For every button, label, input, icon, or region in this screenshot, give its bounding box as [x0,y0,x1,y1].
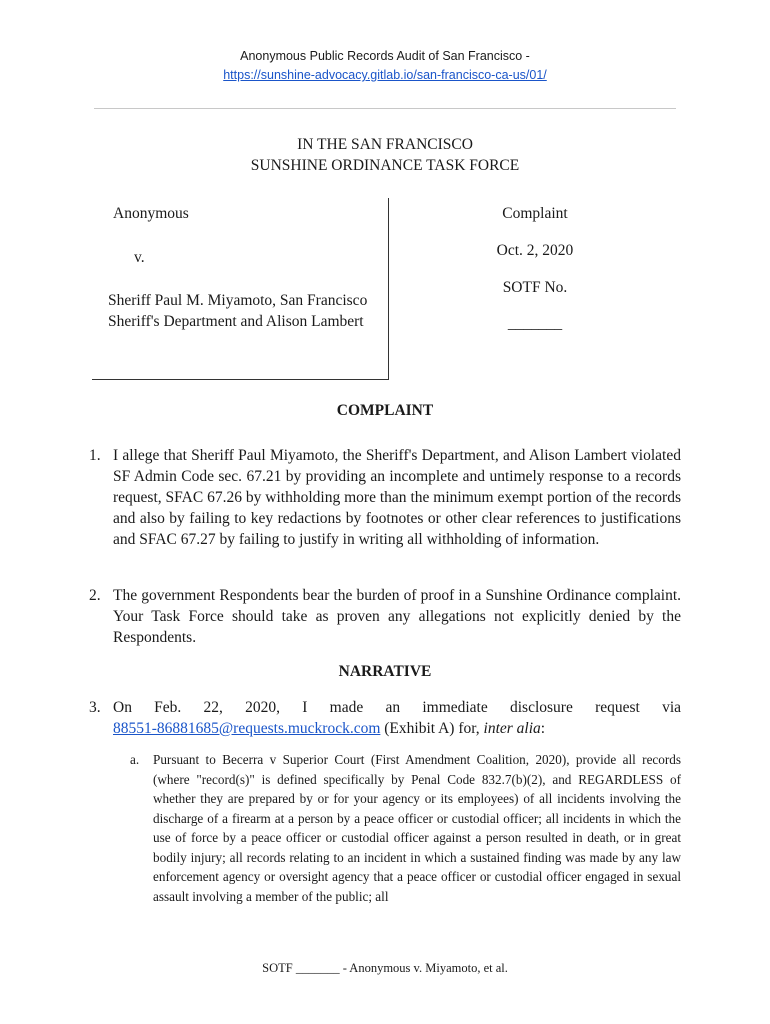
header-divider [94,108,676,109]
respondents-names: Sheriff Paul M. Miyamoto, San Francisco Sheriff's Department and Alison Lambert [108,292,368,330]
paragraph-3 [89,697,681,739]
court-title [0,134,770,176]
page-footer: SOTF _______ - Anonymous v. Miyamoto, et al. [262,961,508,975]
caption-parties [92,198,389,380]
sub-item-letter: a. [130,752,140,767]
sub-item-text: Pursuant to Becerra v Superior Court (First Amendment Coalition, 2020), provide all records (where "record(s)" is defined specifically by Penal Code 832.7(b)(2), and REGARDLESS of whether they are prepared by or for your agency or its employees) of all incidents involving the discharge of a firearm at a person by a peace officer or custodial officer; all incidents in which the use of force by a peace officer or custodial officer against a person resulted in death, or in great bodily injury; all records relating to an incident in which a sustained finding was made by any law enforcement agency or oversight agency that a peace officer or custodial officer engaged in sexual assault involving a member of the public; all [153,752,681,904]
colon: : [540,720,546,737]
page-header [0,47,770,85]
complaint-heading: COMPLAINT [336,402,434,419]
paragraph-1 [89,445,681,550]
sotf-number-blank: _______ [507,315,563,332]
paragraph-2 [89,585,681,648]
exhibit-ref: (Exhibit A) for, [380,720,484,737]
paragraph-text: The government Respondents bear the burden of proof in a Sunshine Ordinance complaint. Your Task Force should take as proven any allegations not explicitly denied by the Respondents. [113,587,681,646]
paragraph-number: 1. [89,447,101,464]
inter-alia: inter alia [483,720,541,737]
paragraph-3-line2 [113,718,681,739]
court-title-line2: SUNSHINE ORDINANCE TASK FORCE [250,157,520,174]
header-url-link[interactable]: https://sunshine-advocacy.gitlab.io/san-francisco-ca-us/01/ [223,68,547,82]
paragraph-3-line1: On Feb. 22, 2020, I made an immediate disclosure request via [113,699,681,716]
paragraph-text: I allege that Sheriff Paul Miyamoto, the Sheriff's Department, and Alison Lambert violated SF Admin Code sec. 67.21 by providing an incomplete and untimely response to a records request, SFAC 67.26 by withholding more than the minimum exempt portion of the records and also by failing to key redactions by footnotes or other clear references to justifications and SFAC 67.27 by failing to justify in writing all withholding of information. [113,447,681,548]
header-title: Anonymous Public Records Audit of San Francisco - [240,49,530,63]
sub-item-a [130,750,681,906]
versus-label: v. [134,249,145,266]
narrative-heading: NARRATIVE [338,663,432,680]
filing-date: Oct. 2, 2020 [496,242,574,259]
paragraph-number: 2. [89,587,101,604]
document-type: Complaint [502,205,568,222]
sotf-number-label: SOTF No. [502,279,568,296]
court-title-line1: IN THE SAN FRANCISCO [297,136,473,153]
muckrock-email-link[interactable]: 88551-86881685@requests.muckrock.com [113,720,381,737]
paragraph-number: 3. [89,699,101,716]
complainant-name: Anonymous [113,205,189,222]
